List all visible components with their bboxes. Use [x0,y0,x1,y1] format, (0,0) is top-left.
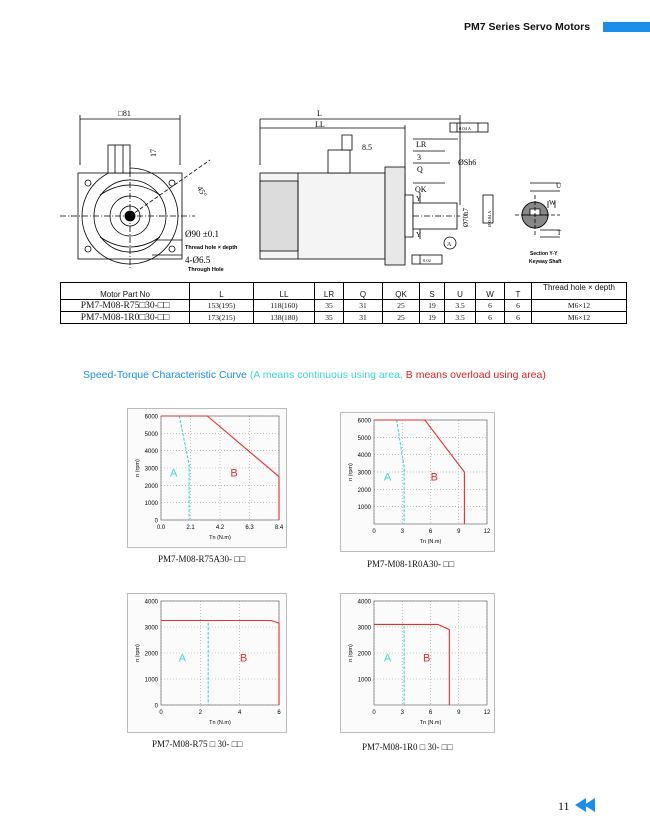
cell-part: PM7-M08-1R0□30-□□ [61,312,190,324]
region-a-label: A [169,467,178,480]
y-tick-label: 1000 [357,677,371,684]
dim-U: U [556,182,562,190]
dim-17: 17 [149,149,158,157]
cell: 6 [476,300,505,312]
region-a-label: A [383,652,392,665]
y-tick-label: 2000 [357,651,371,658]
chart-caption-r75a: PM7-M08-R75A30- □□ [158,554,246,564]
x-axis-label: Tn (N.m) [209,720,231,726]
x-axis-label: Tn (N.m) [209,535,231,541]
x-tick-label: 9 [457,529,461,535]
dim-LR: LR [416,140,427,149]
x-tick-label: 8.4 [274,525,284,531]
cell: 31 [344,312,383,324]
x-tick-label: 4 [237,710,242,716]
y-tick-label: 5000 [144,431,158,438]
th-LR: LR [315,283,344,300]
header-title: PM7 Series Servo Motors [464,21,591,33]
x-tick-label: 12 [483,529,491,535]
y-axis-label: n (rpm) [135,459,141,477]
dim-tol2: Ø 0.04 A [487,210,492,227]
y-tick-label: 2000 [144,651,158,658]
th-L: L [190,283,254,300]
y-tick-label: 6000 [357,418,371,425]
th-S: S [420,283,445,300]
x-tick-label: 0 [372,529,376,535]
th-QK: QK [383,283,420,300]
curve-title-b-note: B means overload using area) [405,369,546,381]
cell: 153(195) [190,300,254,312]
th-thread: Thread hole × depth [532,283,627,300]
chart-frame [341,594,495,733]
table-row [61,300,627,312]
motor-dimension-drawing [60,105,590,280]
cell: M6×12 [532,312,627,324]
chart-1r0 [340,593,495,733]
y-tick-label: 3000 [144,625,158,632]
cell: 6 [505,312,532,324]
spec-table-header [61,283,627,300]
th-LL: LL [254,283,315,300]
cell: 6 [505,300,532,312]
chart-caption-r75: PM7-M08-R75 □ 30- □□ [152,739,243,749]
section-label: Section Y-Y [530,251,558,257]
x-tick-label: 12 [483,710,491,716]
cell: M6×12 [532,300,627,312]
x-tick-label: 3 [400,529,404,535]
region-a-label: A [383,471,392,484]
th-T: T [505,283,532,300]
x-tick-label: 0 [372,710,376,716]
dim-LL: LL [315,120,325,129]
dim-angle: 45° [195,184,209,199]
x-axis-label: Tn (N.m) [419,539,442,545]
x-tick-label: 4.2 [215,525,225,531]
dim-shaft: ØSh6 [458,158,477,167]
page-arrow-icon [575,798,597,812]
x-tick-label: 6 [428,710,433,716]
y-tick-label: 1000 [357,505,371,512]
y-tick-label: 5000 [357,435,371,442]
y-tick-label: 4000 [144,449,158,456]
curve-title-a-note: (A means continuous using area, [249,369,403,381]
y-axis-label: n (rpm) [135,644,141,662]
y-tick-label: 4000 [144,599,158,606]
y-tick-label: 4000 [357,453,371,460]
x-tick-label: 2.1 [186,525,195,531]
region-b-label: B [430,471,438,484]
dim-tol1: 0.04 A [459,126,472,131]
dim-holes: 4-Ø6.5 [185,255,211,265]
cell: 138(180) [254,312,315,324]
curve-title-main: Speed-Torque Characteristic Curve [83,369,247,381]
chart-caption-1r0: PM7-M08-1R0 □ 30- □□ [362,742,453,752]
y-tick-label: 1000 [144,677,158,684]
chart-r75a [127,408,287,548]
table-row [61,312,627,324]
y-tick-label: 4000 [357,599,371,606]
dim-pcd: Ø90 ±0.1 [185,229,219,239]
x-tick-label: 6 [428,529,433,535]
region-b-label: B [239,652,248,665]
dim-square: □81 [118,109,131,118]
cell: 25 [383,312,420,324]
cell: 35 [315,300,344,312]
cell: 6 [476,312,505,324]
cell: 31 [344,300,383,312]
y-tick-label: 0 [154,703,158,710]
dim-W: W [549,199,556,207]
dim-QK: QK [415,185,427,194]
region-b-label: B [423,652,431,665]
region-b-label: B [230,467,238,480]
th-U: U [445,283,476,300]
chart-frame [128,409,287,548]
side-view [260,115,493,265]
dim-pilot: Ø70h7 [462,207,470,227]
y-tick-label: 1000 [144,501,158,508]
x-tick-label: 3 [400,710,404,716]
y-axis-label: n (rpm) [348,644,354,662]
y-tick-label: 2000 [144,483,158,490]
cell: 3.5 [445,300,476,312]
cell: 19 [420,300,445,312]
x-tick-label: 0.0 [156,525,166,531]
datum-A: A [447,242,452,248]
curve-section-title [83,369,546,381]
header-accent-bar [603,22,650,32]
cell: 35 [315,312,344,324]
keyway-label: Keyway Shaft [529,259,562,265]
page-number: 11 [558,799,570,813]
chart-frame [341,413,495,552]
spec-table [60,282,627,324]
dim-L: L [317,109,322,118]
th-Q: Q [344,283,383,300]
region-a-label: A [178,652,186,665]
dim-Q: Q [417,165,423,174]
dim-thread-label: Thread hole × depth [185,245,238,251]
cell: 3.5 [445,312,476,324]
dim-through: Through Hole [188,267,224,273]
x-tick-label: 6.3 [245,525,254,531]
x-tick-label: 6 [277,710,281,716]
dim-T: T [557,229,562,237]
th-part: Motor Part No [61,283,190,300]
y-tick-label: 2000 [357,487,371,494]
x-tick-label: 0 [159,710,163,716]
dim-Y-bottom: Y [416,231,422,239]
y-tick-label: 3000 [144,466,158,473]
th-W: W [476,283,505,300]
dim-8-5: 8.5 [362,143,372,152]
chart-r75 [127,593,287,733]
x-tick-label: 9 [457,710,461,716]
y-tick-label: 3000 [357,625,371,632]
chart-caption-1r0a: PM7-M08-1R0A30- □□ [367,559,455,569]
y-tick-label: 3000 [357,470,371,477]
y-tick-label: 6000 [144,414,158,421]
x-axis-label: Tn (N.m) [419,720,442,726]
cell: 19 [420,312,445,324]
y-tick-label: 0 [154,518,158,525]
dim-tol3: 0.02 [423,258,431,263]
y-axis-label: n (rpm) [348,463,354,481]
section-view [515,183,560,237]
cell-part: PM7-M08-R75□30-□□ [61,300,190,312]
dim-3: 3 [417,153,421,162]
cell: 118(160) [254,300,315,312]
chart-frame [128,594,287,733]
cell: 25 [383,300,420,312]
dim-Y-top: Y [416,195,422,203]
x-tick-label: 2 [198,710,203,716]
chart-1r0a [340,412,495,552]
cell: 173(215) [190,312,254,324]
